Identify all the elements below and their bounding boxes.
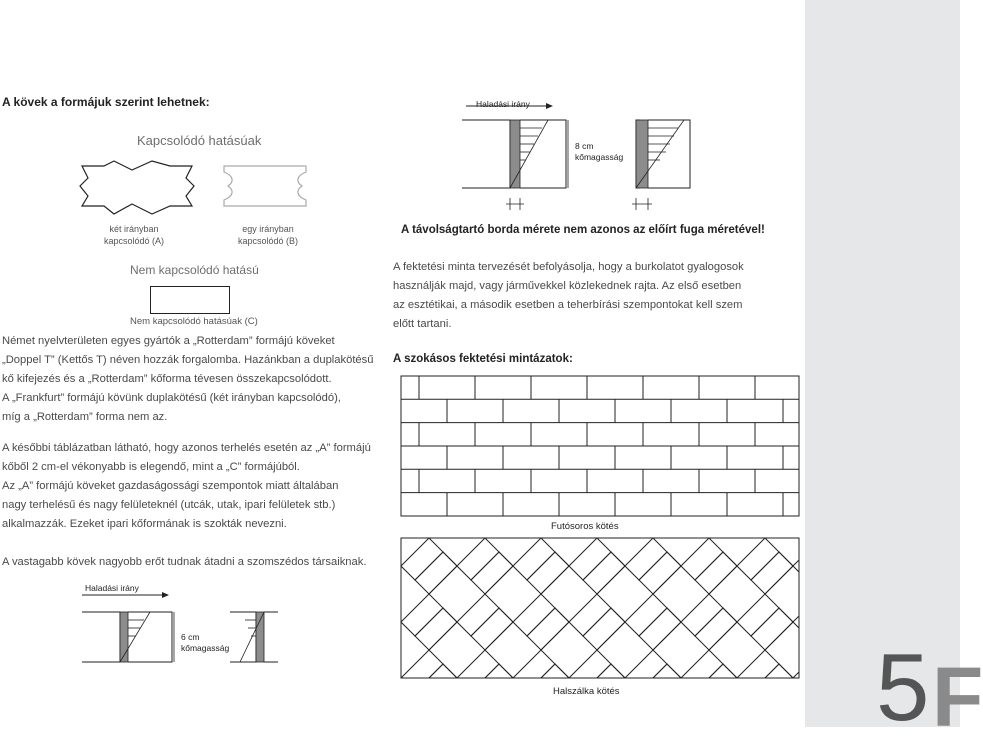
height-label-6cm [181, 632, 229, 654]
pattern-running-bond [401, 376, 799, 516]
direction-label-bottom: Haladási irány [85, 583, 139, 593]
height-value: 8 cm [575, 141, 594, 151]
stone-left-outline [82, 612, 120, 662]
paragraph-3: A vastagabb kövek nagyobb erőt tudnak átadni a szomszédos társaiknak. [2, 556, 367, 568]
chapter-letter: F [932, 650, 983, 744]
paragraph-2 [2, 439, 397, 534]
height-caption: kőmagasság [181, 643, 230, 653]
paragraph-1 [2, 332, 397, 427]
para2-line: kőből 2 cm-el vékonyabb is elegendő, mint a „C” formájúból. [2, 461, 300, 473]
pattern1-label: Futósoros kötés [551, 521, 619, 532]
para2-line: A későbbi táblázatban látható, hogy azonos terhelés esetén az „A” formájú [2, 442, 371, 454]
height-label-8cm [575, 141, 623, 163]
joint-left [120, 612, 128, 662]
label-a [84, 223, 184, 247]
right-para-line: A fektetési minta tervezését befolyásolja, hogy a burkolatot gyalogosok [393, 261, 744, 273]
interlocking-title: Kapcsolódó hatásúak [137, 133, 262, 148]
pattern-herringbone [401, 538, 799, 678]
section-heading: A kövek a formájuk szerint lehetnek: [2, 95, 210, 109]
right-paragraph [393, 258, 793, 334]
direction-arrow-head [546, 103, 553, 109]
para1-line: kő kifejezés és a „Rotterdam” kőforma tévesen összekapcsolódott. [2, 373, 332, 385]
label-c: Nem kapcsolódó hatásúak (C) [130, 316, 258, 327]
right-para-line: előtt tartani. [393, 318, 452, 330]
non-interlocking-title: Nem kapcsolódó hatású [130, 263, 259, 277]
label-b [218, 223, 318, 247]
height-value: 6 cm [181, 632, 200, 642]
stone-shape-b [224, 166, 306, 206]
page-number: 5 [876, 634, 930, 741]
label-a-line2: kapcsolódó (A) [103, 236, 165, 246]
para2-line: alkalmazzák. Ezeket ipari kőformának is szokták nevezni. [2, 518, 287, 530]
joint-right [636, 120, 648, 188]
joint-left [510, 120, 520, 188]
label-b-line1: egy irányban [242, 224, 294, 234]
stone-shapes-interlocking [74, 160, 334, 220]
para2-line: Az „A” formájú köveket gazdaságossági szempontok miatt általában [2, 480, 339, 492]
page-sidebar [805, 0, 960, 727]
para1-line: „Doppel T” (Kettős T) néven hozzák forgalomba. Hazánkban a duplakötésű [2, 354, 374, 366]
right-para-line: használják majd, vagy járművekkel közlekednek rajta. Az első esetben [393, 280, 742, 292]
direction-arrow-head [162, 592, 169, 598]
para1-line: míg a „Rotterdam” forma nem az. [2, 411, 168, 423]
pattern2-label: Halszálka kötés [553, 686, 620, 697]
height-caption: kőmagasság [575, 152, 624, 162]
para2-line: nagy terhelésű és nagy felületeknél (utcák, utak, ipari felületek stb.) [2, 499, 336, 511]
patterns-heading: A szokásos fektetési mintázatok: [393, 353, 573, 365]
para1-line: Német nyelvterületen egyes gyártók a „Rotterdam” formájú köveket [2, 335, 335, 347]
para1-line: A „Frankfurt” formájú kövünk duplakötésű (két irányban kapcsolódó), [2, 392, 341, 404]
direction-label-top: Haladási irány [476, 99, 530, 109]
stone-shape-a [80, 161, 194, 214]
stone-shape-c [150, 286, 230, 314]
cross-section-6cm [80, 590, 280, 670]
warning-text: A távolságtartó borda mérete nem azonos az előírt fuga méretével! [401, 224, 765, 236]
right-para-line: az esztétikai, a második esetben a teherbírási szempontokat kell szem [393, 299, 743, 311]
label-b-line2: kapcsolódó (B) [237, 236, 299, 246]
label-a-line1: két irányban [109, 224, 159, 234]
